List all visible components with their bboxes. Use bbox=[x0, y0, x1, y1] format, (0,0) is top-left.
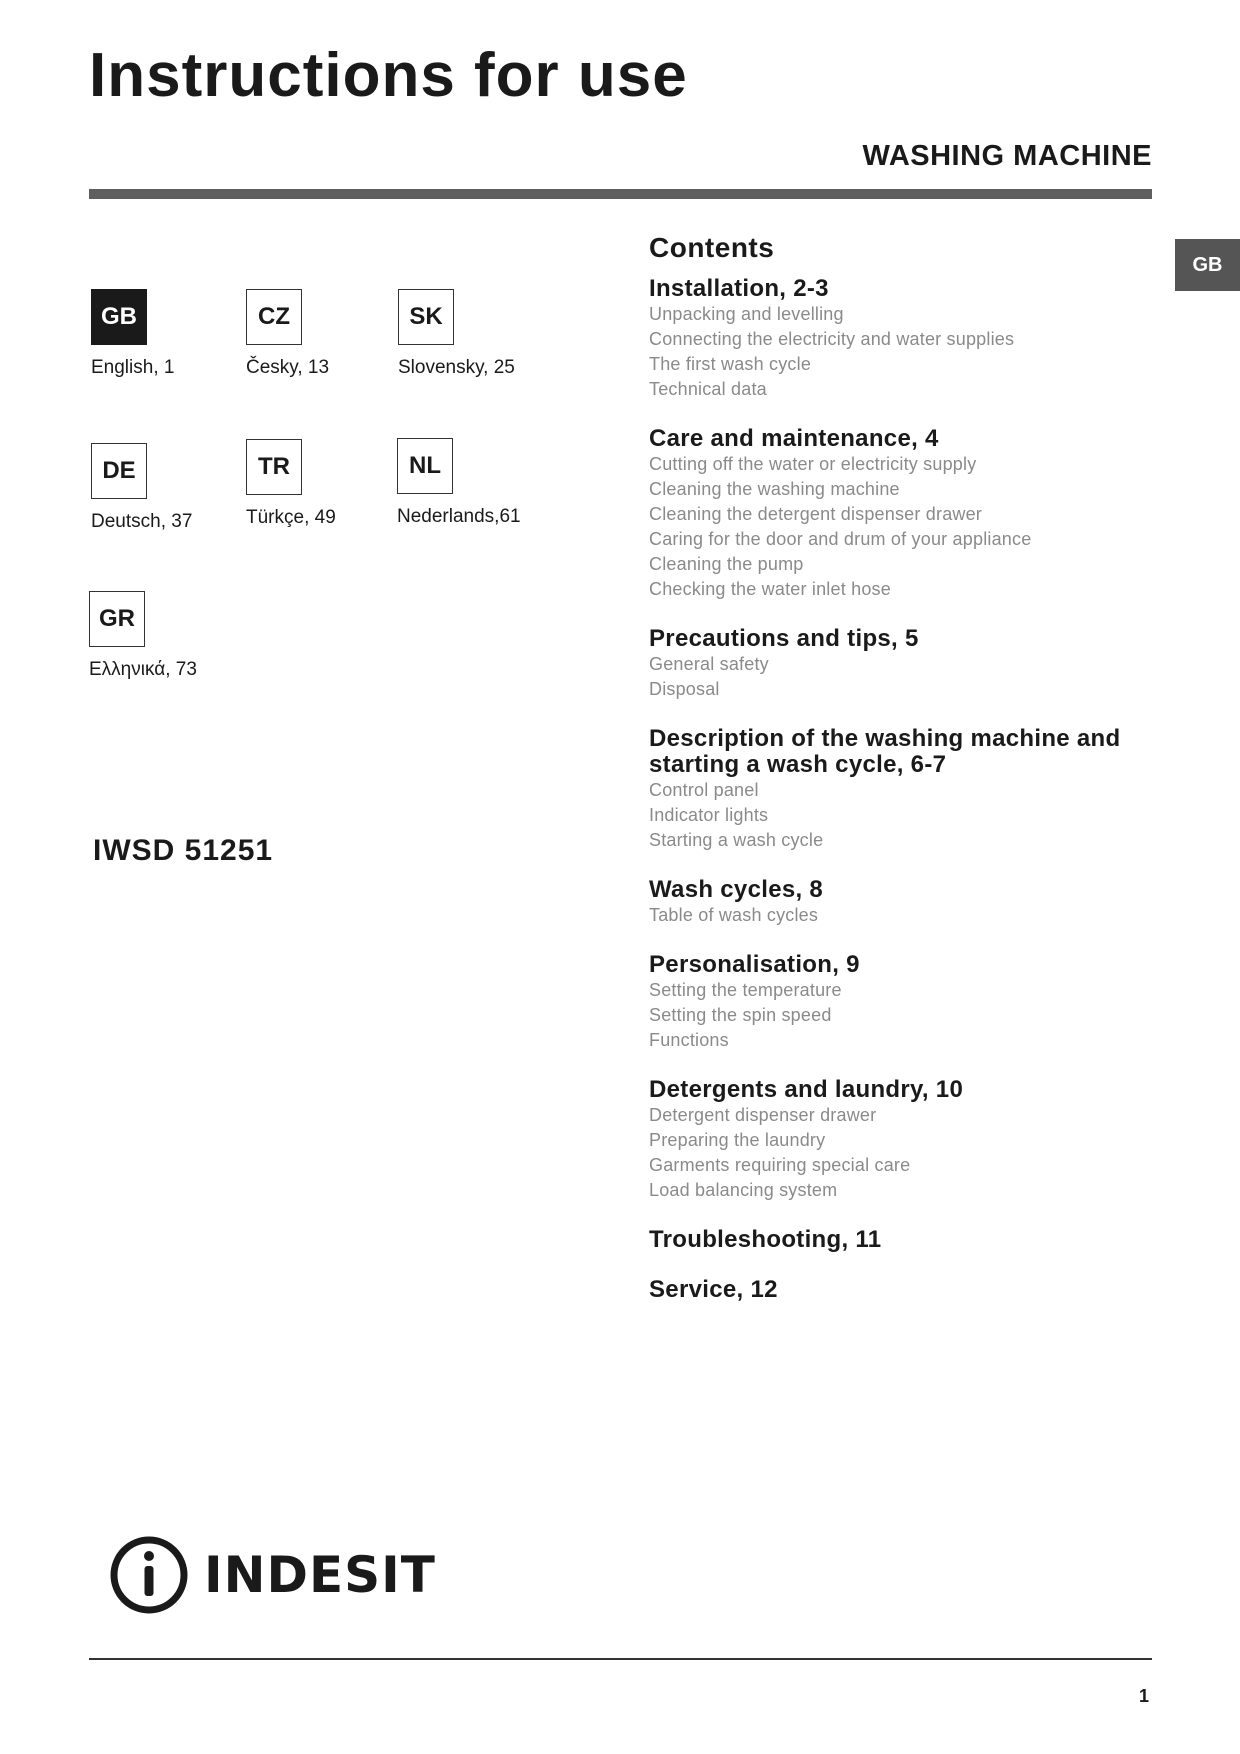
language-side-tab: GB bbox=[1175, 239, 1240, 291]
language-label: Ελληνικά, 73 bbox=[89, 659, 197, 680]
section-title[interactable]: Precautions and tips, 5 bbox=[649, 625, 919, 652]
section-item[interactable]: The first wash cycle bbox=[649, 354, 812, 374]
section-item[interactable]: Connecting the electricity and water supplies bbox=[649, 329, 1015, 349]
section-title[interactable]: Installation, 2-3 bbox=[649, 275, 829, 302]
contents-section[interactable] bbox=[649, 626, 1169, 702]
section-item[interactable]: Cleaning the pump bbox=[649, 554, 804, 574]
language-code-badge: TR bbox=[246, 439, 302, 495]
table-of-contents bbox=[649, 232, 1169, 1327]
language-code-badge: GB bbox=[91, 289, 147, 345]
contents-section[interactable] bbox=[649, 1077, 1169, 1203]
brand-logo bbox=[108, 1535, 436, 1615]
section-item[interactable]: Cleaning the washing machine bbox=[649, 479, 900, 499]
section-title[interactable]: Personalisation, 9 bbox=[649, 951, 860, 978]
language-item-cz[interactable] bbox=[246, 289, 416, 379]
contents-section[interactable] bbox=[649, 726, 1169, 853]
section-item[interactable]: Setting the spin speed bbox=[649, 1005, 832, 1025]
indesit-logo-icon bbox=[108, 1534, 190, 1616]
language-code-badge: GR bbox=[89, 591, 145, 647]
language-label: English, 1 bbox=[91, 357, 175, 378]
language-code-badge: SK bbox=[398, 289, 454, 345]
language-code-badge: CZ bbox=[246, 289, 302, 345]
language-item-nl[interactable] bbox=[397, 438, 567, 528]
contents-section[interactable] bbox=[649, 952, 1169, 1053]
contents-section[interactable] bbox=[649, 877, 1169, 928]
language-label: Deutsch, 37 bbox=[91, 511, 193, 532]
contents-section[interactable] bbox=[649, 1227, 1169, 1253]
section-title[interactable]: Care and maintenance, 4 bbox=[649, 425, 939, 452]
section-title[interactable]: Detergents and laundry, 10 bbox=[649, 1076, 964, 1103]
language-label: Nederlands,61 bbox=[397, 506, 521, 527]
section-item[interactable]: Indicator lights bbox=[649, 805, 769, 825]
language-label: Türkçe, 49 bbox=[246, 507, 336, 528]
language-item-sk[interactable] bbox=[398, 289, 568, 379]
model-number: IWSD 51251 bbox=[93, 834, 274, 867]
contents-section[interactable] bbox=[649, 276, 1169, 402]
section-item[interactable]: Disposal bbox=[649, 679, 720, 699]
language-code-badge: NL bbox=[397, 438, 453, 494]
language-label: Slovensky, 25 bbox=[398, 357, 515, 378]
section-item[interactable]: Control panel bbox=[649, 780, 759, 800]
header-divider bbox=[89, 189, 1152, 199]
page-title: Instructions for use bbox=[89, 41, 688, 110]
section-item[interactable]: Detergent dispenser drawer bbox=[649, 1105, 877, 1125]
section-item[interactable]: Functions bbox=[649, 1030, 729, 1050]
language-code-badge: DE bbox=[91, 443, 147, 499]
language-item-de[interactable] bbox=[91, 443, 261, 533]
section-item[interactable]: Preparing the laundry bbox=[649, 1130, 826, 1150]
section-title[interactable]: Description of the washing machine and starting a wash cycle, 6-7 bbox=[649, 725, 1121, 778]
language-item-gb[interactable] bbox=[91, 289, 261, 379]
page-number: 1 bbox=[1138, 1686, 1149, 1706]
language-item-tr[interactable] bbox=[246, 439, 416, 529]
section-item[interactable]: Unpacking and levelling bbox=[649, 304, 844, 324]
brand-name: INDESIT bbox=[204, 1546, 436, 1604]
section-item[interactable]: Setting the temperature bbox=[649, 980, 842, 1000]
section-item[interactable]: Caring for the door and drum of your appliance bbox=[649, 529, 1032, 549]
section-item[interactable]: Garments requiring special care bbox=[649, 1155, 911, 1175]
contents-heading: Contents bbox=[649, 232, 775, 263]
section-item[interactable]: Technical data bbox=[649, 379, 767, 399]
section-item[interactable]: Table of wash cycles bbox=[649, 905, 819, 925]
section-item[interactable]: Load balancing system bbox=[649, 1180, 838, 1200]
section-item[interactable]: Starting a wash cycle bbox=[649, 830, 824, 850]
section-item[interactable]: Cutting off the water or electricity supply bbox=[649, 454, 977, 474]
section-title[interactable]: Service, 12 bbox=[649, 1276, 778, 1303]
section-item[interactable]: General safety bbox=[649, 654, 769, 674]
footer-divider bbox=[89, 1658, 1152, 1660]
contents-section[interactable] bbox=[649, 1277, 1169, 1303]
section-title[interactable]: Troubleshooting, 11 bbox=[649, 1226, 882, 1253]
product-type: WASHING MACHINE bbox=[862, 140, 1152, 172]
section-item[interactable]: Cleaning the detergent dispenser drawer bbox=[649, 504, 983, 524]
language-label: Česky, 13 bbox=[246, 357, 330, 378]
language-item-gr[interactable] bbox=[89, 591, 259, 681]
contents-section[interactable] bbox=[649, 426, 1169, 602]
section-title[interactable]: Wash cycles, 8 bbox=[649, 876, 824, 903]
section-item[interactable]: Checking the water inlet hose bbox=[649, 579, 891, 599]
